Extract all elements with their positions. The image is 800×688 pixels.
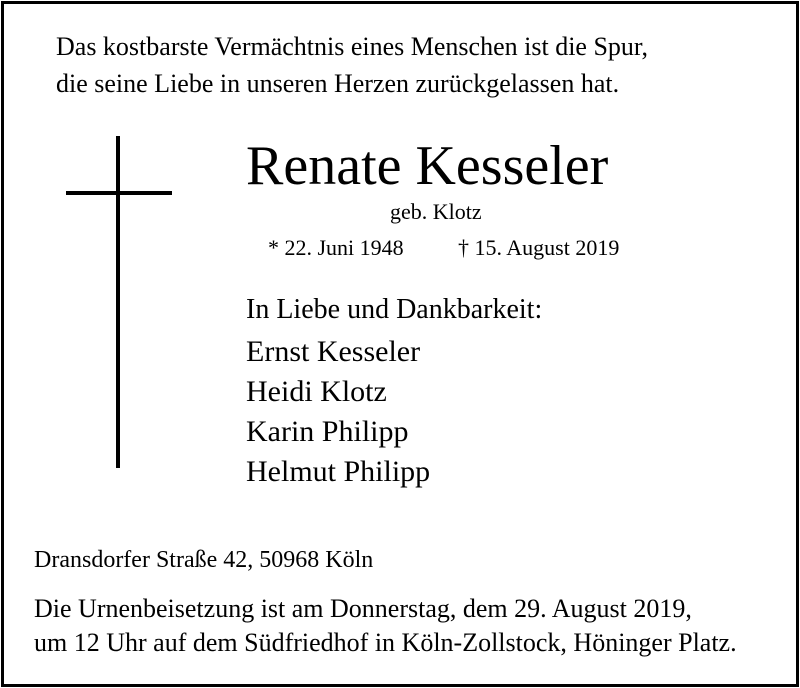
mourner-name: Heidi Klotz	[246, 375, 387, 408]
mourner-name: Ernst Kesseler	[246, 335, 421, 368]
motto-line-1: Das kostbarste Vermächtnis eines Menschen ist die Spur,	[56, 32, 649, 61]
motto-line-2: die seine Liebe in unseren Herzen zurückgelassen hat.	[56, 69, 620, 98]
cross-vertical-bar	[116, 136, 120, 468]
mourners-intro: In Liebe und Dankbarkeit:	[246, 294, 543, 325]
mourner-name: Helmut Philipp	[246, 455, 431, 488]
address: Dransdorfer Straße 42, 50968 Köln	[34, 547, 374, 573]
funeral-line-1: Die Urnenbeisetzung ist am Donnerstag, dem 29. August 2019,	[34, 594, 692, 623]
mourners-list	[246, 332, 430, 492]
deceased-name: Renate Kesseler	[246, 135, 609, 197]
funeral-info	[34, 592, 737, 660]
cross-horizontal-bar	[66, 191, 172, 195]
birth-date: * 22. Juni 1948	[268, 235, 404, 260]
motto	[56, 28, 648, 102]
death-date: † 15. August 2019	[458, 235, 620, 260]
mourner-name: Karin Philipp	[246, 415, 409, 448]
funeral-line-2: um 12 Uhr auf dem Südfriedhof in Köln-Zollstock, Höninger Platz.	[34, 628, 737, 657]
birth-name: geb. Klotz	[390, 199, 482, 224]
